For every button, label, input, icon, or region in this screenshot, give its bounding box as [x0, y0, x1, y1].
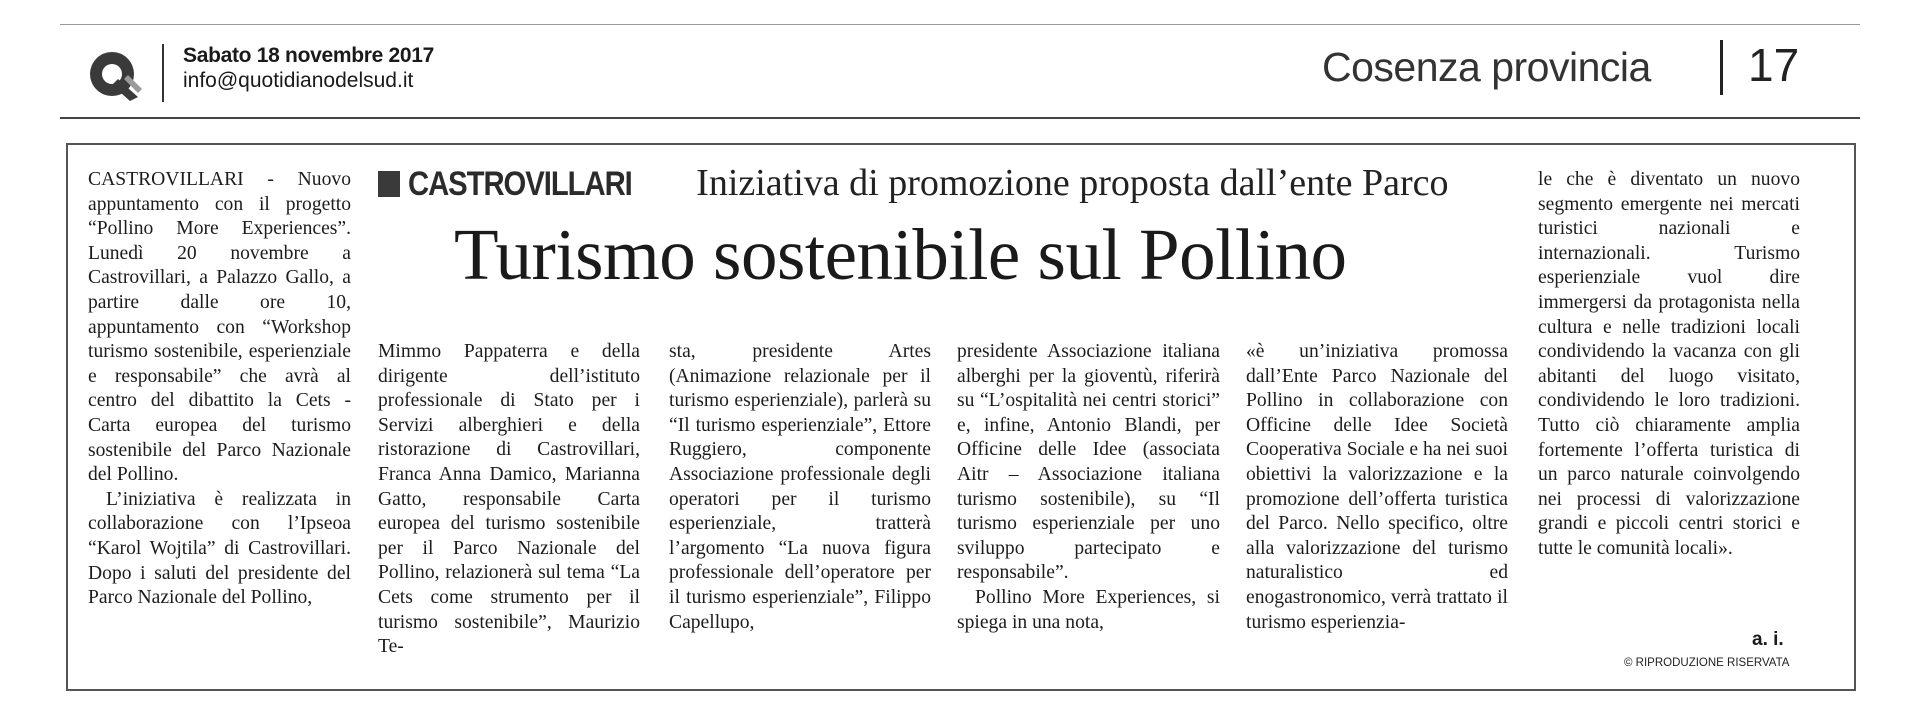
article-column-1: [88, 168, 351, 611]
kicker-square-icon: [378, 171, 400, 197]
article-column-4: [957, 340, 1220, 635]
page-number-divider: [1720, 40, 1723, 95]
article-column-3: [669, 340, 931, 635]
column-1-paragraph-1: CASTROVILLARI - Nuovo appuntamento con il progetto “Pollino More Experiences”. Lunedì 20 novembre a Castrovillari, a Palazzo Gallo, a partire dalle ore 10, appuntamento con “Workshop turismo sostenibile, esperienziale e responsabile” che avrà al centro del dibattito la Cets - Carta europea del turismo sostenibile del Parco Nazionale del Pollino.: [88, 169, 351, 486]
header-divider: [162, 44, 164, 102]
article-kicker: [378, 160, 1449, 207]
kicker-subtitle: Iniziativa di promozione proposta dall’ente Parco: [696, 162, 1449, 204]
article-column-6: [1538, 168, 1800, 562]
issue-date: Sabato 18 novembre 2017: [183, 44, 435, 67]
header-bottom-rule: [60, 117, 1860, 119]
column-3-paragraph: sta, presidente Artes (Animazione relazionale per il turismo esperienziale), parlerà su “Il turismo esperienziale”, Ettore Ruggiero, componente Associazione professionale degli operatori per il turismo esperienziale, tratterà l’argomento “La nuova figura professionale dell’operatore per il turismo esperienziale”, Filippo Capellupo,: [669, 341, 931, 633]
column-5-paragraph: «è un’iniziativa promossa dall’Ente Parco Nazionale del Pollino in collaborazione con Officine delle Idee Società Cooperativa Sociale e ha nei suoi obiettivi la valorizzazione e la promozione dell’offerta turistica del Parco. Nello specifico, oltre alla valorizzazione del turismo naturalistico ed enogastronomico, verrà trattato il turismo esperienzia-: [1246, 341, 1508, 633]
header-top-rule: [60, 24, 1860, 25]
article-column-5: [1246, 340, 1508, 635]
section-title: Cosenza provincia: [1322, 44, 1651, 90]
column-4-paragraph-1: presidente Associazione italiana alberghi per la gioventù, riferirà su “L’ospitalità nei centri storici” e, infine, Antonio Blandi, per Officine delle Idee (associata Aitr – Associazione italiana turismo sostenibile), su “Il turismo esperienziale per uno sviluppo partecipato e responsabile”.: [957, 341, 1220, 584]
kicker-location-tag: CASTROVILLARI: [408, 165, 632, 203]
author-initials: a. i.: [1752, 629, 1784, 650]
column-4-paragraph-2: Pollino More Experiences, si spiega in una nota,: [957, 586, 1220, 633]
column-2-paragraph: Mimmo Pappaterra e della dirigente dell’istituto professionale di Stato per i Servizi alberghieri e della ristorazione di Castrovillari, Franca Anna Damico, Marianna Gatto, responsabile Carta europea del turismo sostenibile per il Parco Nazionale del Pollino, relazionerà sul tema “La Cets come strumento per il turismo sostenibile”, Maurizio Te-: [378, 341, 640, 658]
article-column-2: [378, 340, 640, 660]
column-6-paragraph: le che è diventato un nuovo segmento emergente nei mercati turistici nazionali e internazionali. Turismo esperienziale vuol dire immergersi da protagonista nella cultura e nelle tradizioni locali condividendo la vacanza con gli abitanti del luogo visitato, condividendo le loro tradizioni. Tutto ciò chiaramente amplia fortemente l’offerta turistica di un parco naturale coinvolgendo nei processi di valorizzazione grandi e piccoli centri storici e tutte le comunità locali».: [1538, 169, 1800, 559]
article-headline: Turismo sostenibile sul Pollino: [454, 214, 1347, 295]
page-number: 17: [1748, 39, 1800, 91]
newspaper-email: info@quotidianodelsud.it: [183, 69, 414, 92]
column-1-paragraph-2: L’iniziativa è realizzata in collaborazione con l’Ipseoa “Karol Wojtila” di Castrovillari. Dopo i saluti del presidente del Parco Nazionale del Pollino,: [88, 488, 351, 609]
copyright-notice: © RIPRODUZIONE RISERVATA: [1624, 657, 1790, 669]
newspaper-logo-icon: [84, 45, 144, 105]
